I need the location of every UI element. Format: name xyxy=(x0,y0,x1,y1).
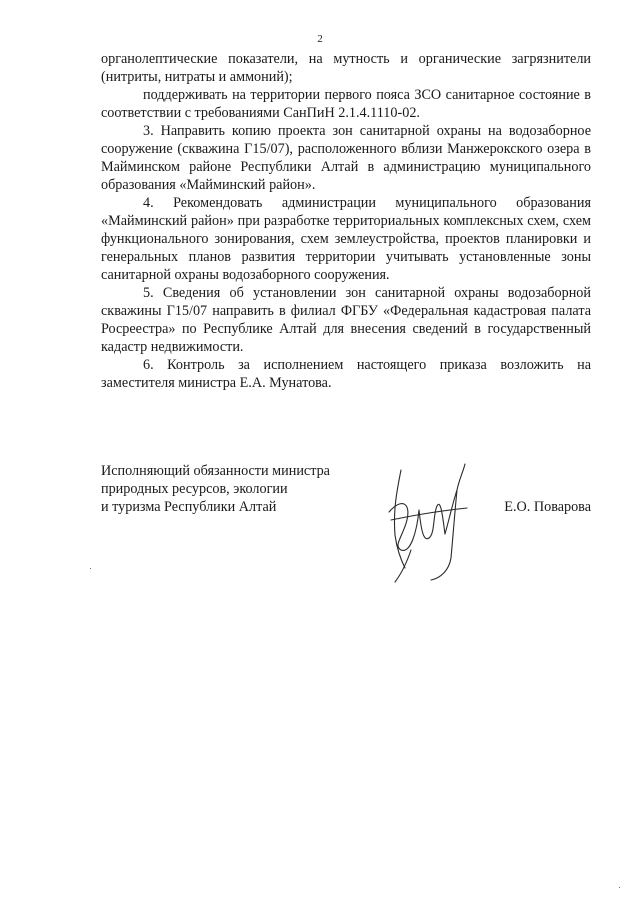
position-line: природных ресурсов, экологии xyxy=(101,481,288,497)
paragraph-continuation: органолептические показатели, на мутность и органические загрязнители (нитриты, нитраты и аммоний); xyxy=(101,51,591,85)
page-number: 2 xyxy=(317,33,323,45)
paragraph-item-6: 6. Контроль за исполнением настоящего приказа возложить на заместителя министра Е.А. Мунатова. xyxy=(101,357,591,391)
position-line: Исполняющий обязанности министра xyxy=(101,463,330,479)
position-line: и туризма Республики Алтай xyxy=(101,499,277,515)
paragraph-item-4: 4. Рекомендовать администрации муниципального образования «Майминский район» при разработке территориальных комплексных схем, схем функционального зонирования, схем землеустройства, проектов планировки и генеральных планов развития территории учитывать установленные зоны санитарной охраны водозаборного сооружения. xyxy=(101,195,591,283)
paragraph-sanitary-maintenance: поддерживать на территории первого пояса ЗСО санитарное состояние в соответствии с требованиями СанПиН 2.1.4.1110-02. xyxy=(101,87,591,121)
scan-speck xyxy=(619,887,620,888)
order-text xyxy=(101,50,591,392)
scan-speck xyxy=(90,568,91,569)
signature-block xyxy=(101,462,591,582)
paragraph-item-3: 3. Направить копию проекта зон санитарной охраны на водозаборное сооружение (скважина Г15/07), расположенного вблизи Манжерокского озера в Майминском районе Республики Алтай в администрацию муниципального образования «Майминский район». xyxy=(101,123,591,193)
signatory-name: Е.О. Поварова xyxy=(504,499,591,515)
signatory-position xyxy=(101,462,330,516)
handwritten-signature xyxy=(371,450,481,590)
paragraph-item-5: 5. Сведения об установлении зон санитарной охраны водозаборной скважины Г15/07 направить в филиал ФГБУ «Федеральная кадастровая палата Росреестра» по Республике Алтай для внесения сведений в государственный кадастр недвижимости. xyxy=(101,285,591,355)
